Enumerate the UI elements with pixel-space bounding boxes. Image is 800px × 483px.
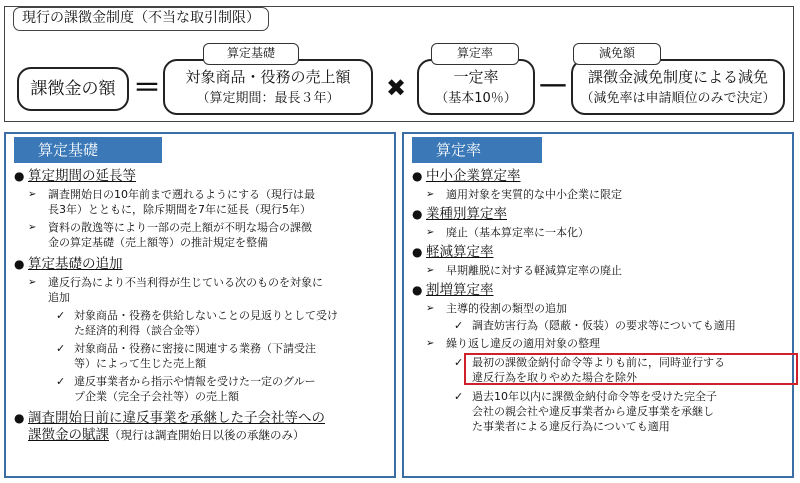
section-subsidiary-surcharge: ● 調査開始日前に違反事業を承継した子会社等への 課徴金の賦課（現行は調査開始日以後の承継のみ）: [14, 410, 390, 444]
calculation-base-note: （算定期間：最長３年）: [196, 91, 340, 106]
section-reduced-rate: ● 軽減算定率: [412, 244, 788, 261]
list-item: ➢ 早期離脱に対する軽減算定率の廃止: [412, 263, 788, 278]
list-item: ➢ 主導的役割の類型の追加: [412, 301, 788, 316]
section-sme-rate: ● 中小企業算定率: [412, 168, 788, 185]
section-industry-rate: ● 業種別算定率: [412, 206, 788, 223]
highlight-box: [464, 353, 798, 385]
calculation-base-panel: [4, 132, 396, 478]
rate-box: [417, 59, 535, 115]
highlighted-check-item: ✓ 最初の課徴金納付命令等よりも前に，同時並行する 違反行為を取りやめた場合を除外: [412, 355, 788, 385]
panel-header-calculation-base: 算定基礎: [14, 137, 162, 163]
multiply-sign: ✖: [385, 74, 407, 102]
check-item: ✓ 調査妨害行為（隠蔽・仮装）の要求等についても適用: [412, 318, 788, 333]
reduction-tag: 減免額: [573, 43, 661, 65]
list-item: ➢ 資料の散逸等により一部の売上額が不明な場合の課徴 金の算定基礎（売上額等）の推計規定を整備: [14, 220, 390, 250]
surcharge-amount-box: 課徴金の額: [17, 67, 129, 111]
calculation-base-text: 対象商品・役務の売上額: [185, 68, 351, 86]
list-item: ➢ 廃止（基本算定率に一本化）: [412, 225, 788, 240]
rate-panel: [402, 132, 794, 478]
list-item: ➢ 適用対象を実質的な中小企業に限定: [412, 187, 788, 202]
section-base-addition: ● 算定基礎の追加: [14, 256, 390, 273]
calculation-base-tag: 算定基礎: [203, 43, 299, 65]
check-item: ✓ 違反事業者から指示や情報を受けた一定のグルー プ企業（完全子会社等）の売上額: [14, 374, 390, 404]
list-item: ➢ 繰り返し違反の適用対象の整理: [412, 336, 788, 351]
section-increased-rate: ● 割増算定率: [412, 282, 788, 299]
list-item: ➢ 違反行為により不当利得が生じている次のものを対象に 追加: [14, 275, 390, 305]
panel-header-rate: 算定率: [412, 137, 542, 163]
formula-title: 現行の課徴金制度（不当な取引制限）: [13, 7, 269, 31]
minus-sign: －: [537, 67, 570, 105]
reduction-note: （減免率は申請順位のみで決定）: [580, 91, 776, 106]
check-item: ✓ 対象商品・役務に密接に関連する業務（下請受注 等）によって生じた売上額: [14, 341, 390, 371]
reduction-box: [571, 59, 785, 115]
calculation-base-box: [163, 59, 373, 115]
rate-tag: 算定率: [431, 43, 519, 65]
rate-note: （基本10％）: [435, 91, 517, 106]
check-item: ✓ 過去10年以内に課徴金納付命令等を受けた完全子 会社の親会社や違反事業者から違反事業を承継し た事業者による違反行為についても適用: [412, 389, 788, 434]
check-item: ✓ 対象商品・役務を供給しないことの見返りとして受け た経済的利得（談合金等）: [14, 308, 390, 338]
rate-text: 一定率: [453, 68, 499, 86]
reduction-text: 課徴金減免制度による減免: [587, 68, 768, 86]
formula-frame: [4, 6, 794, 122]
list-item: ➢ 調査開始日の10年前まで遡れるようにする（現行は最 長3年）とともに，除斥期間を7年に延長（現行5年）: [14, 187, 390, 217]
equals-sign: ＝: [133, 71, 162, 104]
section-period-extension: ● 算定期間の延長等: [14, 168, 390, 185]
